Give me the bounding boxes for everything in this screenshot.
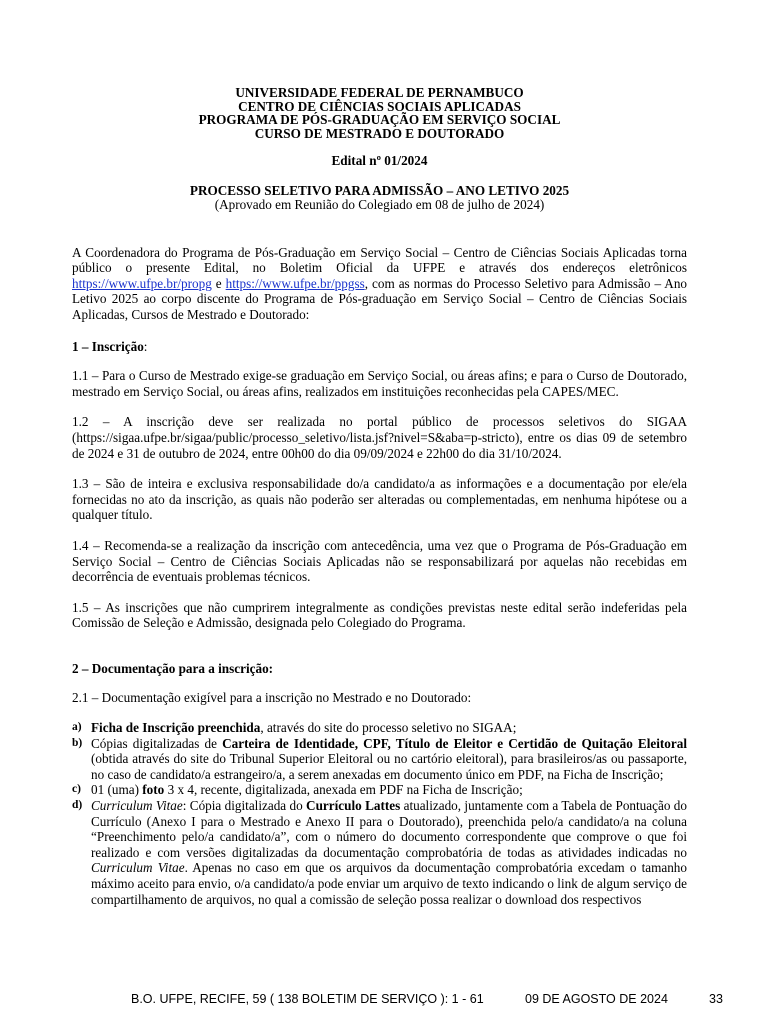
paragraph-1-1: 1.1 – Para o Curso de Mestrado exige-se graduação em Serviço Social, ou áreas afins; e para o Curso de Doutorado, mestrado em Serviço Social, ou áreas afins, realizados em instituições reconhecidas pela CAPES/MEC.	[72, 368, 687, 399]
documents-list	[72, 720, 687, 907]
paragraph-1-5: 1.5 – As inscrições que não cumprirem integralmente as condições previstas neste edital serão indeferidas pela Comissão de Seleção e Admissão, designada pelo Colegiado do Programa.	[72, 599, 687, 631]
item-d-text-3: . Apenas no caso em que os arquivos da documentação comprobatória excedam o tamanho máximo aceito para envio, o/a candidato/a pode enviar um arquivo de texto indicando o link de algum serviço de compartilhamento de arquivos, no qual a comissão de seleção possa realizar o download dos respectivos	[91, 860, 687, 907]
page-number: 33	[709, 992, 723, 1006]
item-d-italic-2: Curriculum Vitae	[91, 860, 185, 876]
document-page	[72, 86, 687, 907]
paragraph-2-1: 2.1 – Documentação exigível para a inscrição no Mestrado e no Doutorado:	[72, 690, 472, 706]
intro-text-2: e	[211, 275, 226, 291]
item-b-text-2: (obtida através do site do Tribunal Superior Eleitoral ou no cartório eleitoral), para brasileiros/as ou passaporte, no caso de candidato/a estrangeiro/a, a serem anexadas em documento único em PDF, na Ficha de Inscrição;	[91, 751, 687, 782]
item-a-bold: Ficha de Inscrição preenchida	[91, 720, 261, 736]
item-c-text-1: 01 (uma)	[91, 782, 143, 798]
edital-number: Edital nº 01/2024	[331, 153, 428, 168]
paragraph-1-4: 1.4 – Recomenda-se a realização da inscrição com antecedência, uma vez que o Programa de Pós-Graduação em Serviço Social – Centro de Ciências Sociais Aplicadas não se responsabilizará por aquelas não recebidas em decorrência de eventuais problemas técnicos.	[72, 537, 687, 585]
section-2-title: 2 – Documentação para a inscrição:	[72, 660, 274, 676]
course-name: CURSO DE MESTRADO E DOUTORADO	[254, 125, 505, 141]
item-c-text-2: 3 x 4, recente, digitalizada, anexada em PDF na Ficha de Inscrição;	[164, 782, 523, 798]
process-subtitle: (Aprovado em Reunião do Colegiado em 08 de julho de 2024)	[214, 196, 545, 212]
paragraph-1-2: 1.2 – A inscrição deve ser realizada no portal público de processos seletivos do SIGAA (https://sigaa.ufpe.br/sigaa/public/processo_seletivo/lista.jsf?nivel=S&aba=p-stricto), entre os dias 09 de setembro de 2024 e 31 de outubro de 2024, entre 00h00 do dia 09/09/2024 e 22h00 do dia 31/10/2024.	[72, 414, 687, 461]
list-item-b	[72, 736, 687, 783]
paragraph-1-3: 1.3 – São de inteira e exclusiva responsabilidade do/a candidato/a as informações e a documentação por ele/ela fornecidas no ato da inscrição, as quais não poderão ser alteradas ou complementadas, em nenhuma hipótese ou a qualquer título.	[72, 476, 687, 523]
intro-text-3: , com as normas do Processo Seletivo para Admissão – Ano Letivo 2025 ao corpo discente do Programa de Pós-graduação em Serviço Social – Centro de Ciências Sociais Aplicadas, Cursos de Mestrado e Doutorado:	[72, 275, 688, 322]
item-label-a: a)	[72, 721, 82, 734]
section-1-colon: :	[143, 338, 148, 354]
list-item-d	[72, 798, 687, 907]
item-d-bold: Currículo Lattes	[306, 798, 401, 814]
center-name: CENTRO DE CIÊNCIAS SOCIAIS APLICADAS	[238, 98, 521, 114]
footer-bulletin: B.O. UFPE, RECIFE, 59 ( 138 BOLETIM DE SERVIÇO ): 1 - 61	[131, 992, 484, 1006]
list-item-a	[72, 720, 687, 736]
intro-text-1: A Coordenadora do Programa de Pós-Graduação em Serviço Social – Centro de Ciências Sociais Aplicadas torna público o presente Edital, no Boletim Oficial da UFPE e através dos endereços eletrônicos	[72, 244, 687, 276]
propg-link[interactable]: https://www.ufpe.br/propg	[72, 275, 212, 291]
program-name: PROGRAMA DE PÓS-GRADUAÇÃO EM SERVIÇO SOCIAL	[198, 112, 561, 127]
section-1-title: 1 – Inscrição	[72, 338, 144, 354]
ppgss-link[interactable]: https://www.ufpe.br/ppgss	[225, 275, 365, 291]
item-a-text: , através do site do processo seletivo no SIGAA;	[260, 720, 517, 736]
process-title-block	[72, 184, 687, 212]
item-d-italic-1: Curriculum Vitae	[91, 798, 183, 814]
item-c-bold: foto	[142, 782, 165, 798]
footer-date: 09 DE AGOSTO DE 2024	[525, 992, 668, 1006]
item-label-c: c)	[72, 783, 81, 796]
university-name: UNIVERSIDADE FEDERAL DE PERNAMBUCO	[235, 85, 524, 100]
intro-paragraph	[72, 245, 687, 323]
document-header	[72, 86, 687, 140]
item-d-text-2: atualizado, juntamente com a Tabela de Pontuação do Currículo (Anexo I para o Mestrado e Anexo II para o Doutorado), preenchida pelo/a candidato/a na coluna “Preenchimento pelo/a candidato/a”, com o número do documento correspondente que comprove o que foi realizado e com versões digitalizadas da documentação comprobatória de todas as atividades indicadas no	[91, 798, 687, 860]
item-label-d: d)	[72, 799, 83, 812]
item-label-b: b)	[72, 736, 83, 749]
item-b-bold: Carteira de Identidade, CPF, Título de Eleitor e Certidão de Quitação Eleitoral	[222, 735, 687, 751]
page-footer	[0, 992, 768, 1008]
item-d-text-1: : Cópia digitalizada do	[182, 798, 307, 814]
list-item-c	[72, 782, 687, 798]
process-title: PROCESSO SELETIVO PARA ADMISSÃO – ANO LETIVO 2025	[189, 182, 570, 198]
item-b-text-1: Cópias digitalizadas de	[91, 735, 223, 751]
section-1-heading	[72, 339, 687, 355]
